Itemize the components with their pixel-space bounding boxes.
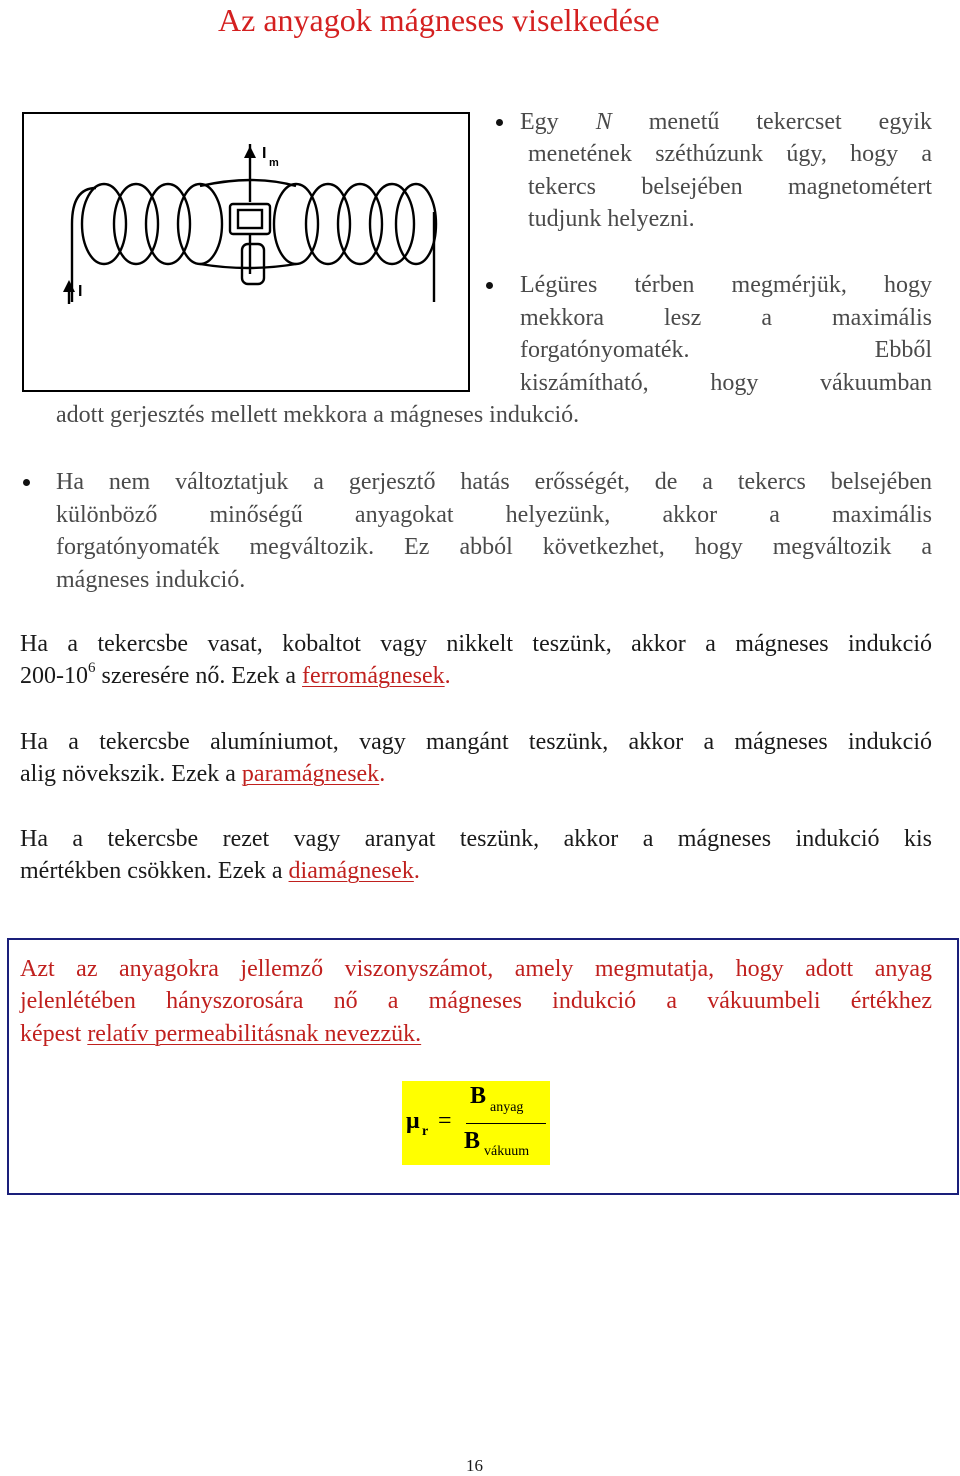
bullet3-line3: forgatónyomaték megváltozik. Ez abból következhet, hogy megváltozik a [56,534,932,560]
mu-symbol: μ [406,1108,420,1134]
fraction-bar [466,1123,546,1124]
definition-line3: képest relatív permeabilitásnak nevezzük. [20,1021,422,1047]
stretched-turn [200,180,296,186]
bullet1-line4: tudjunk helyezni. [528,206,695,232]
page-title: Az anyagok mágneses viselkedése [218,2,660,38]
equals-sign: = [438,1108,452,1134]
current-label-im: I [262,145,267,162]
magnetometer-body [230,204,270,234]
bullet1-line1: Egy N menetű tekercset egyik [520,109,932,135]
bullet3-line1: Ha nem változtatjuk a gerjesztő hatás erősségét, de a tekercs belsejében [56,469,932,495]
current-label-im-sub: m [269,157,279,169]
solenoid-diagram [24,114,470,392]
bullet-dot [496,119,503,126]
para-line2: alig növekszik. Ezek a paramágnesek. [20,761,386,787]
bullet3-line2: különböző minőségű anyagokat helyezünk, akkor a maximális [56,502,932,528]
para-line1: Ha a tekercsbe alumíniumot, vagy mangánt teszünk, akkor a mágneses indukció [20,729,932,755]
page-number: 16 [466,1456,483,1475]
magnetometer-holder [242,244,264,284]
coil-loop [370,184,414,264]
denominator-b: B [464,1128,481,1154]
permeability-formula [402,1081,550,1165]
solenoid-figure [22,112,470,392]
var-n: N [595,109,612,135]
bullet-dot [23,479,30,486]
bullet2-line2: mekkora lesz a maximális [520,305,932,331]
definition-line1: Azt az anyagokra jellemző viszonyszámot, amely megmutatja, hogy adott anyag [20,956,932,982]
exponent: 6 [88,660,96,676]
term-relative-permeability: relatív permeabilitásnak nevezzük. [87,1021,422,1047]
numerator-subscript: anyag [490,1100,524,1115]
coil-loop [178,184,222,264]
bullet2-line1: Légüres térben megmérjük, hogy [520,272,932,298]
definition-line2: jelenlétében hányszorosára nő a mágneses indukció a vákuumbeli értékhez [20,988,932,1014]
ferro-line2: $200-10^6$ szeresére nő. Ezek a ferromágnesek. [20,660,451,689]
bullet2-line4: kiszámítható, hogy vákuumban [520,370,932,396]
magnetometer-core [238,210,262,228]
numerator-b: B [470,1083,487,1109]
ferro-line1: Ha a tekercsbe vasat, kobaltot vagy nikkelt teszünk, akkor a mágneses indukció [20,631,932,657]
denominator-subscript: vákuum [484,1144,530,1159]
stretched-turn [200,264,296,268]
coil-loop [396,184,436,264]
bullet2-line5: adott gerjesztés mellett mekkora a mágneses indukció. [56,402,580,428]
term-paramagnets: paramágnesek [241,761,380,787]
dia-line2: mértékben csökken. Ezek a diamágnesek. [20,858,420,884]
term-ferromagnets: ferromágnesek [302,663,445,689]
mu-subscript: r [422,1124,429,1139]
bullet2-line3: forgatónyomaték. Ebből [520,337,932,363]
current-label-i: I [78,283,83,300]
bullet3-line4: mágneses indukció. [56,567,246,593]
dia-line1: Ha a tekercsbe rezet vagy aranyat teszünk, akkor a mágneses indukció kis [20,826,932,852]
bullet1-line3: tekercs belsejében magnetométert [528,174,932,200]
term-diamagnets: diamágnesek [288,858,414,884]
bullet-dot [486,282,493,289]
bullet1-line2: menetének széthúzunk úgy, hogy a [528,141,932,167]
